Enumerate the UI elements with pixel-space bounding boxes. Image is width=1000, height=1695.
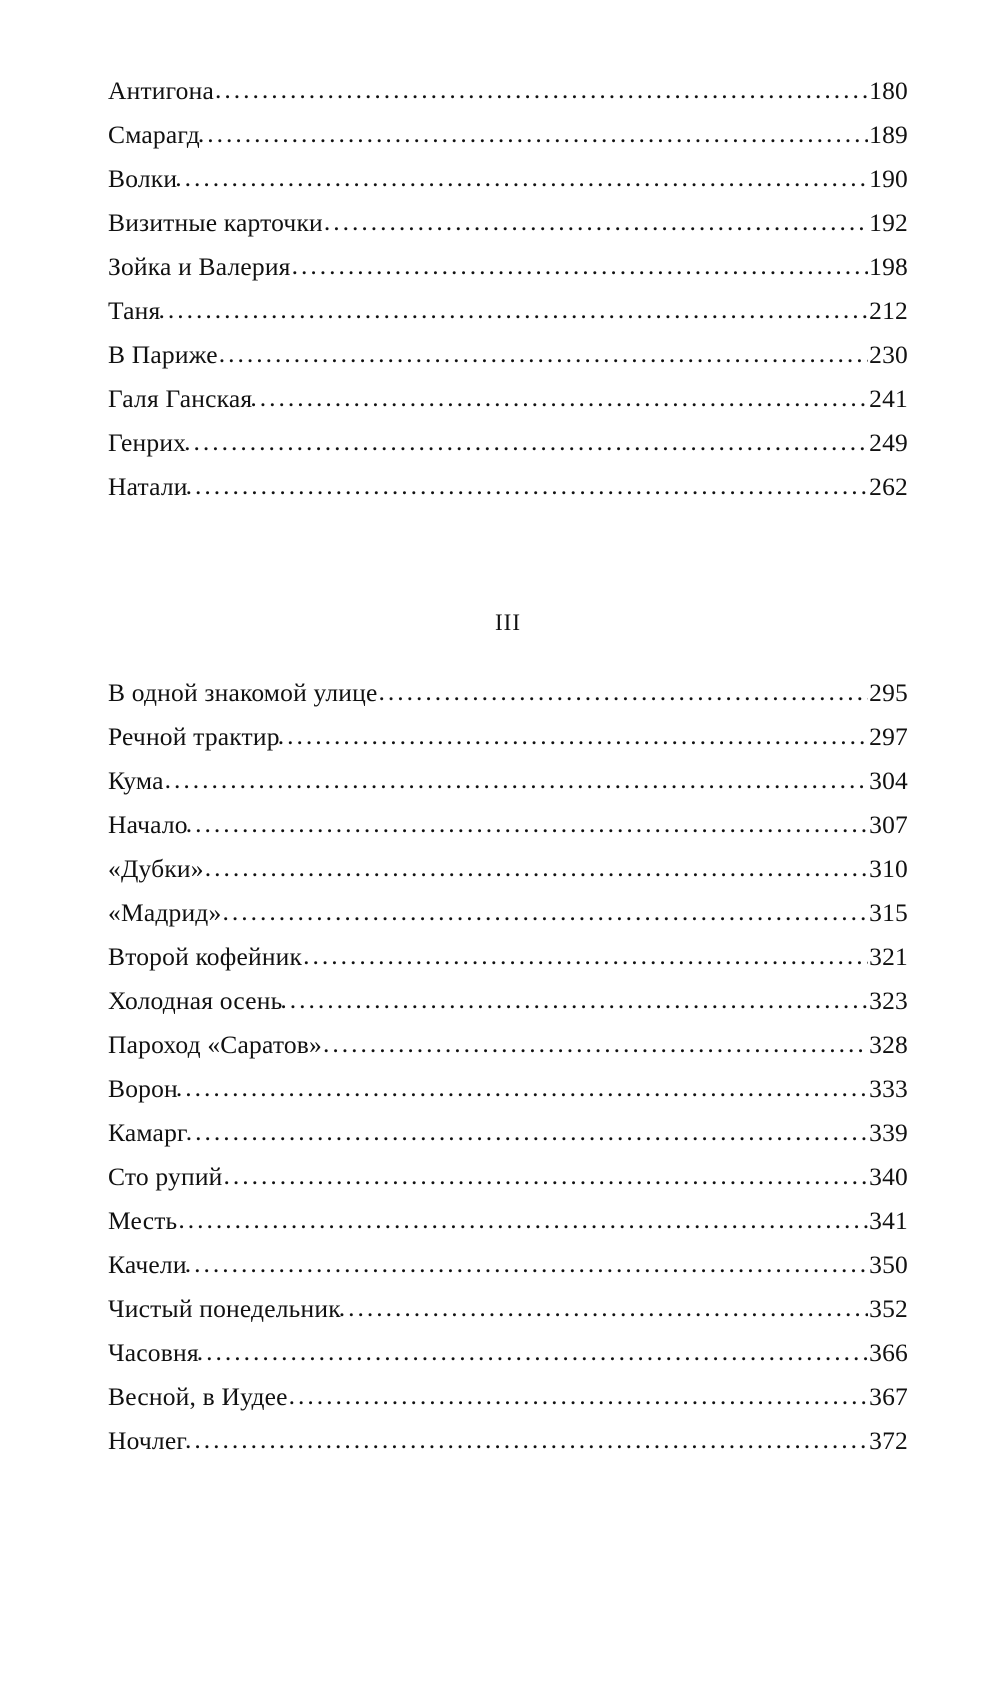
toc-dot-leader [198, 121, 868, 147]
toc-entry-page: 297 [869, 722, 908, 751]
toc-entry-page: 339 [869, 1118, 908, 1147]
toc-entry-page: 304 [869, 766, 908, 795]
toc-dot-leader [186, 1119, 868, 1145]
toc-dot-leader [215, 77, 868, 103]
toc-entry-title: В Париже [108, 340, 218, 369]
toc-entry-page: 212 [869, 296, 908, 325]
toc-entry-page: 189 [869, 120, 908, 149]
toc-entry-title: Речной трактир [108, 722, 280, 751]
toc-entry-page: 366 [869, 1338, 908, 1367]
toc-dot-leader [178, 1207, 868, 1233]
toc-dot-leader [339, 1295, 868, 1321]
toc-entry-page: 350 [869, 1250, 908, 1279]
toc-dot-leader [303, 943, 868, 969]
toc-entry-title: «Мадрид» [108, 898, 222, 927]
toc-entry[interactable] [108, 1076, 908, 1102]
toc-dot-leader [184, 429, 868, 455]
toc-entry[interactable] [108, 1384, 908, 1410]
toc-entry-page: 310 [869, 854, 908, 883]
toc-entry[interactable] [108, 1164, 908, 1190]
toc-entry[interactable] [108, 166, 908, 192]
toc-section-part-3 [108, 680, 908, 1454]
toc-entry-page: 323 [869, 986, 908, 1015]
toc-entry[interactable] [108, 944, 908, 970]
toc-dot-leader [289, 1383, 868, 1409]
toc-entry-title: Холодная осень [108, 986, 283, 1015]
toc-entry-page: 180 [869, 76, 908, 105]
toc-dot-leader [165, 767, 869, 793]
toc-entry-title: Пароход «Саратов» [108, 1030, 322, 1059]
toc-entry-page: 198 [869, 252, 908, 281]
toc-entry-title: Натали [108, 472, 188, 501]
toc-entry[interactable] [108, 988, 908, 1014]
toc-dot-leader [224, 1163, 869, 1189]
toc-dot-leader [186, 473, 868, 499]
toc-entry-title: В одной знакомой улице [108, 678, 378, 707]
toc-entry-title: Сто рупий [108, 1162, 223, 1191]
toc-entry-title: Кума [108, 766, 164, 795]
toc-entry-title: Весной, в Иудее [108, 1382, 288, 1411]
toc-entry[interactable] [108, 724, 908, 750]
toc-entry-page: 352 [869, 1294, 908, 1323]
toc-entry-title: Антигона [108, 76, 214, 105]
toc-entry-title: «Дубки» [108, 854, 204, 883]
toc-dot-leader [378, 679, 868, 705]
toc-entry[interactable] [108, 122, 908, 148]
toc-entry[interactable] [108, 1296, 908, 1322]
toc-entry-title: Смарагд [108, 120, 200, 149]
toc-entry-page: 295 [869, 678, 908, 707]
toc-entry-page: 341 [869, 1206, 908, 1235]
toc-entry[interactable] [108, 856, 908, 882]
toc-entry-title: Чистый понедельник [108, 1294, 341, 1323]
toc-dot-leader [323, 1031, 868, 1057]
toc-dot-leader [197, 1339, 868, 1365]
toc-dot-leader [175, 165, 868, 191]
toc-entry-title: Генрих [108, 428, 187, 457]
toc-entry-page: 307 [869, 810, 908, 839]
toc-entry-title: Зойка и Валерия [108, 252, 291, 281]
toc-entry-title: Таня [108, 296, 161, 325]
toc-entry[interactable] [108, 298, 908, 324]
section-spacer [108, 518, 908, 610]
toc-entry[interactable] [108, 680, 908, 706]
toc-entry[interactable] [108, 1208, 908, 1234]
toc-entry-page: 190 [869, 164, 908, 193]
toc-dot-leader [222, 899, 868, 925]
toc-entry-page: 367 [869, 1382, 908, 1411]
toc-entry-title: Ворон [108, 1074, 178, 1103]
toc-dot-leader [176, 1075, 868, 1101]
toc-entry-title: Месть [108, 1206, 178, 1235]
toc-entry-title: Качели [108, 1250, 187, 1279]
toc-entry-page: 315 [869, 898, 908, 927]
toc-entry[interactable] [108, 342, 908, 368]
toc-dot-leader [219, 341, 868, 367]
toc-entry-title: Ночлег [108, 1426, 188, 1455]
toc-entry[interactable] [108, 812, 908, 838]
toc-entry-page: 340 [869, 1162, 908, 1191]
toc-dot-leader [185, 1251, 868, 1277]
toc-dot-leader [205, 855, 868, 881]
toc-entry[interactable] [108, 386, 908, 412]
toc-entry[interactable] [108, 1252, 908, 1278]
toc-entry[interactable] [108, 78, 908, 104]
toc-entry-title: Визитные карточки [108, 208, 323, 237]
toc-entry-title: Волки [108, 164, 178, 193]
toc-entry[interactable] [108, 1340, 908, 1366]
toc-entry-page: 372 [869, 1426, 908, 1455]
toc-entry-page: 328 [869, 1030, 908, 1059]
toc-entry-page: 262 [869, 472, 908, 501]
toc-entry-page: 333 [869, 1074, 908, 1103]
toc-entry-page: 241 [869, 384, 908, 413]
toc-entry-title: Начало [108, 810, 188, 839]
toc-entry[interactable] [108, 474, 908, 500]
toc-entry[interactable] [108, 1032, 908, 1058]
toc-dot-leader [280, 987, 868, 1013]
toc-entry[interactable] [108, 900, 908, 926]
toc-dot-leader [292, 253, 869, 279]
toc-entry-title: Часовня [108, 1338, 199, 1367]
toc-entry[interactable] [108, 430, 908, 456]
toc-entry-page: 321 [869, 942, 908, 971]
toc-entry[interactable] [108, 1120, 908, 1146]
section-number-heading: III [495, 610, 521, 635]
toc-entry-title: Галя Ганская [108, 384, 253, 413]
toc-entry[interactable] [108, 254, 908, 280]
toc-entry-title: Второй кофейник [108, 942, 303, 971]
toc-entry-page: 230 [869, 340, 908, 369]
toc-dot-leader [250, 385, 868, 411]
toc-dot-leader [158, 297, 868, 323]
toc-entry-title: Камарг [108, 1118, 188, 1147]
toc-dot-leader [186, 811, 868, 837]
toc-entry-page: 249 [869, 428, 908, 457]
toc-section-part-2 [108, 78, 908, 500]
toc-entry-page: 192 [869, 208, 908, 237]
toc-dot-leader [278, 723, 868, 749]
toc-dot-leader [324, 209, 868, 235]
toc-entry[interactable] [108, 210, 908, 236]
toc-entry[interactable] [108, 1428, 908, 1454]
toc-dot-leader [185, 1427, 868, 1453]
toc-entry[interactable] [108, 768, 908, 794]
